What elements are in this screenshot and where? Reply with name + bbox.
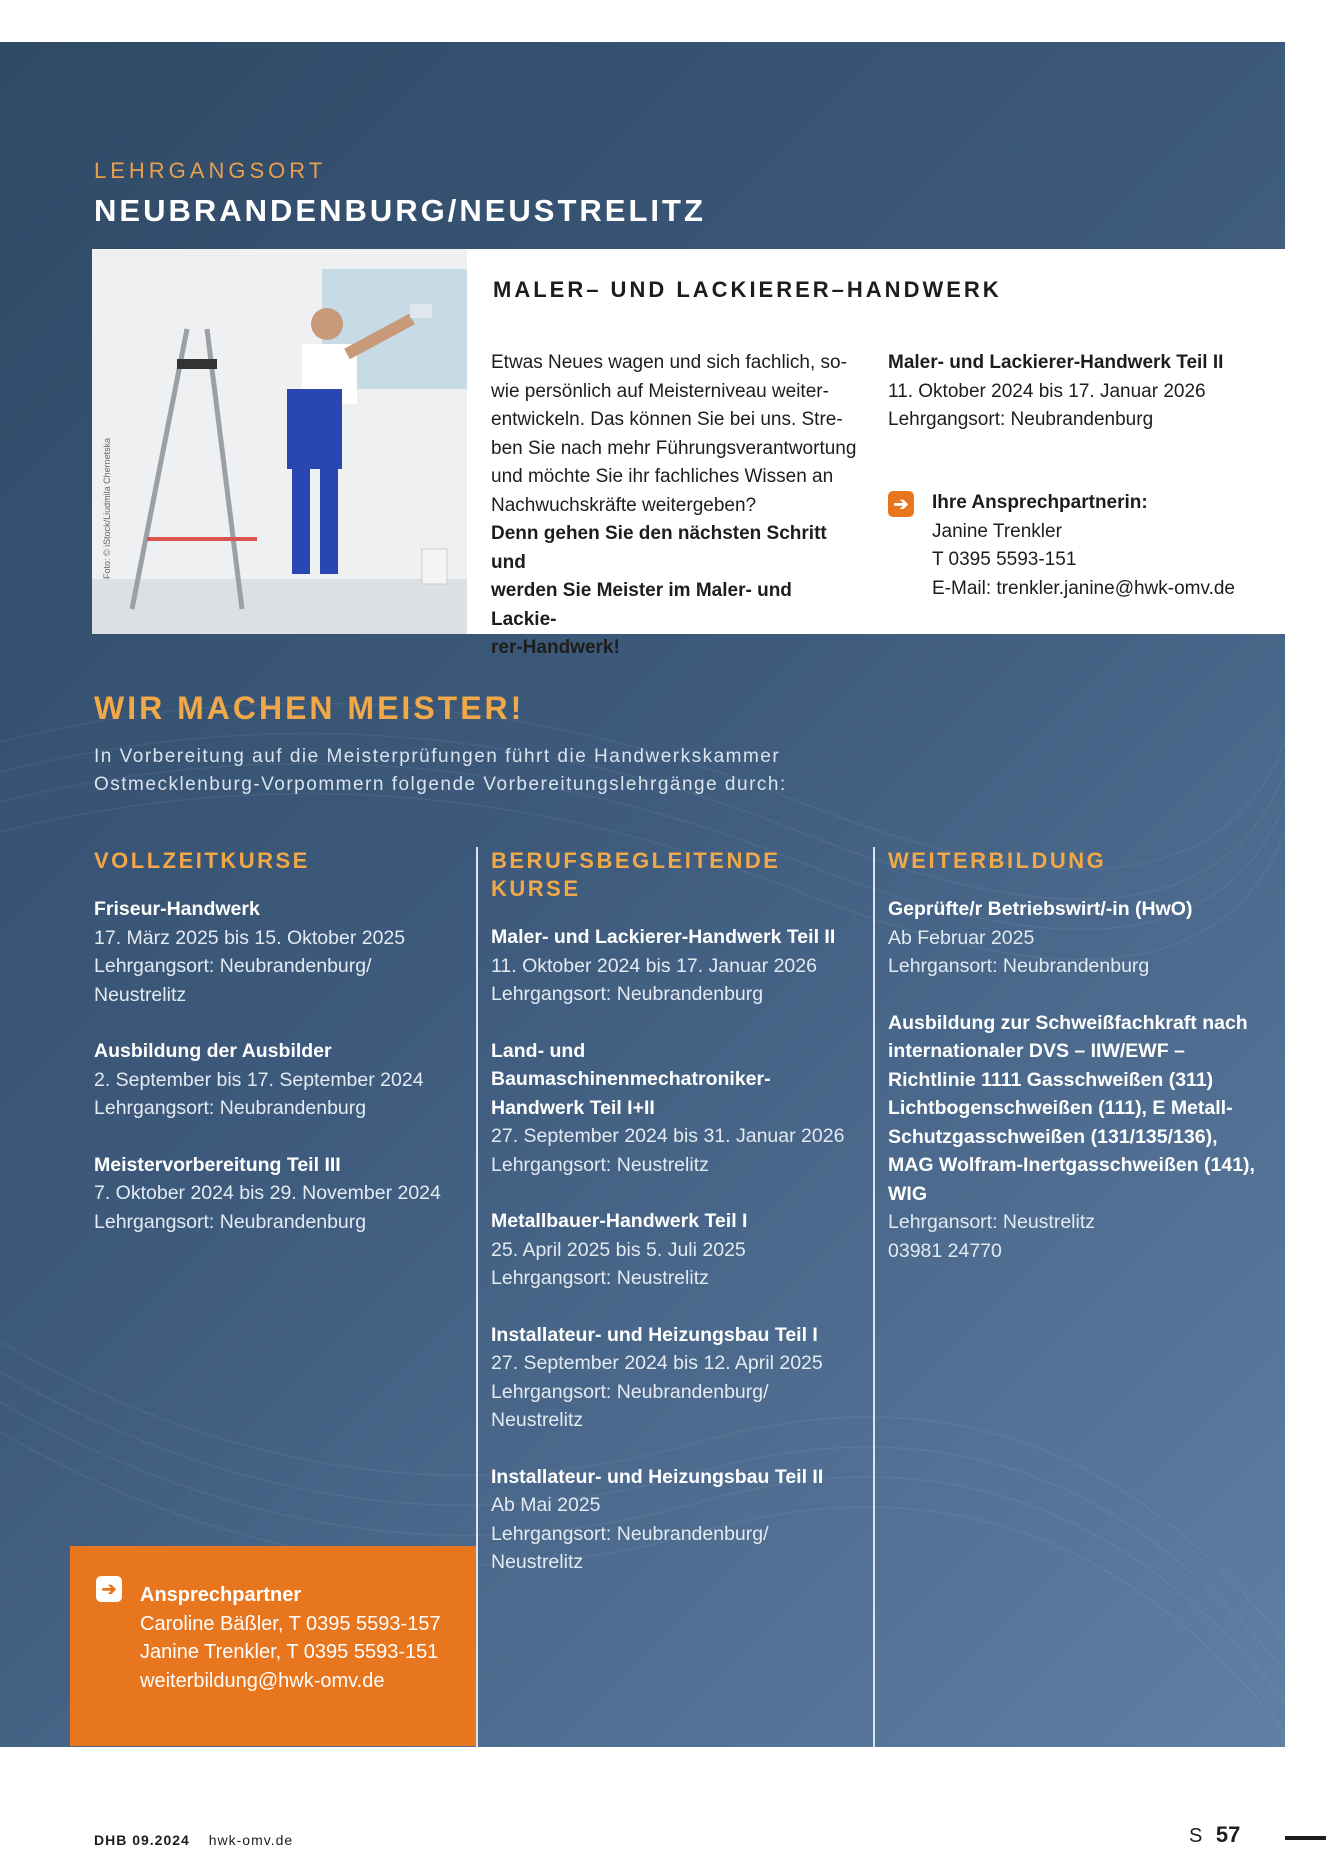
- course-item-line: 25. April 2025 bis 5. Juli 2025: [491, 1238, 746, 1261]
- arrow-box-icon: ➔: [96, 1576, 122, 1602]
- footer-bar: [1285, 1836, 1326, 1840]
- course-item-line: Lehrgangsort: Neubrandenburg/: [491, 1380, 769, 1403]
- course-item: [94, 1037, 454, 1123]
- column-weiterbildung: [888, 847, 1258, 1293]
- column-heading: VOLLZEITKURSE: [94, 848, 310, 873]
- feature-heading: MALER– UND LACKIERER–HANDWERK: [493, 277, 1002, 302]
- course-item-title: Friseur-Handwerk: [94, 898, 260, 920]
- course-item-line: Lehrgangsort: Neubrandenburg: [94, 1210, 367, 1233]
- course-item-title: Meistervorbereitung Teil III: [94, 1153, 341, 1176]
- page-prefix: S: [1189, 1825, 1205, 1847]
- course-item: [491, 1321, 861, 1435]
- contact-label: Ihre Ansprechpartnerin:: [932, 492, 1148, 513]
- contact-box-label: Ansprechpartner: [140, 1584, 302, 1606]
- course-item: [94, 895, 454, 1009]
- painter-photo: [92, 249, 467, 634]
- contact-box-line: Janine Trenkler, T 0395 5593-151: [140, 1641, 439, 1663]
- intro-line: entwickeln. Das können Sie bei uns. Stre-: [491, 409, 843, 430]
- course-item: [888, 895, 1258, 981]
- course-date: 11. Oktober 2024 bis 17. Januar 2026: [888, 380, 1206, 402]
- intro-bold-line: Denn gehen Sie den nächsten Schritt und: [491, 523, 827, 573]
- photo-credit: Foto: © iStock/Liudmila Chernetska: [102, 437, 112, 579]
- column-divider: [873, 847, 875, 1747]
- footer-issue: DHB 09.2024: [94, 1832, 190, 1848]
- meister-subtitle-line: Ostmecklenburg-Vorpommern folgende Vorbereitungslehrgänge durch:: [94, 774, 787, 795]
- course-item: [491, 1037, 861, 1180]
- course-item-title: Maler- und Lackierer-Handwerk Teil II: [491, 926, 836, 948]
- contact-email[interactable]: E-Mail: trenkler.janine@hwk-omv.de: [932, 577, 1235, 599]
- course-item: [491, 1463, 861, 1577]
- column-heading: WEITERBILDUNG: [888, 848, 1107, 873]
- course-item-line: Lehrgangsort: Neubrandenburg/: [94, 955, 372, 977]
- intro-line: ben Sie nach mehr Führungsverantwortung: [491, 437, 857, 459]
- course-item-title: Installateur- und Heizungsbau Teil I: [491, 1323, 818, 1346]
- location-title: NEUBRANDENBURG/NEUSTRELITZ: [94, 193, 706, 228]
- course-item-line: Lehrgansort: Neubrandenburg: [888, 955, 1150, 977]
- course-item-line: Ab Februar 2025: [888, 926, 1035, 949]
- course-item-line: Ab Mai 2025: [491, 1494, 601, 1516]
- feature-box: [467, 249, 1285, 658]
- footer-website[interactable]: hwk-omv.de: [208, 1832, 294, 1848]
- footer: [94, 1832, 293, 1848]
- course-item-line: Lehrgangsort: Neustrelitz: [491, 1267, 709, 1289]
- contact-box-email[interactable]: weiterbildung@hwk-omv.de: [140, 1669, 385, 1692]
- contact-phone: T 0395 5593-151: [932, 549, 1077, 570]
- painter-illustration: [92, 249, 467, 634]
- meister-heading: WIR MACHEN MEISTER!: [94, 690, 525, 726]
- contact-box-line: Caroline Bäßler, T 0395 5593-157: [140, 1612, 441, 1635]
- intro-bold-line: werden Sie Meister im Maler- und Lackie-: [491, 580, 792, 630]
- course-item-line: Lehrgansort: Neustrelitz: [888, 1211, 1096, 1233]
- column-vollzeit: [94, 847, 454, 1264]
- contact-name: Janine Trenkler: [932, 520, 1062, 542]
- course-item: [888, 1009, 1258, 1266]
- course-item-line: 03981 24770: [888, 1239, 1002, 1262]
- course-item-line: Lehrgangsort: Neubrandenburg: [491, 983, 764, 1005]
- intro-line: wie persönlich auf Meisterniveau weiter-: [491, 380, 829, 402]
- course-item-line: 27. September 2024 bis 12. April 2025: [491, 1352, 823, 1374]
- intro-line: Etwas Neues wagen und sich fachlich, so-: [491, 352, 847, 373]
- meister-subtitle: [94, 743, 894, 799]
- intro-line: Nachwuchskräfte weitergeben?: [491, 494, 757, 516]
- course-item-line: Neustrelitz: [94, 983, 187, 1006]
- arrow-box-icon: ➔: [888, 491, 914, 517]
- intro-line: und möchte Sie ihr fachliches Wissen an: [491, 466, 834, 487]
- column-berufsbegleitend: [491, 847, 861, 1605]
- course-item: [491, 923, 861, 1009]
- course-item-title: Ausbildung der Ausbilder: [94, 1040, 332, 1062]
- course-item-line: 2. September bis 17. September 2024: [94, 1068, 424, 1091]
- course-item-title: Land- und Baumaschinenmechatroniker-Handwerk Teil I+II: [491, 1039, 771, 1119]
- course-item-title: Installateur- und Heizungsbau Teil II: [491, 1465, 824, 1488]
- course-item-line: Lehrgangsort: Neubrandenburg/: [491, 1522, 769, 1545]
- course-item-line: 7. Oktober 2024 bis 29. November 2024: [94, 1182, 441, 1204]
- course-item-line: Lehrgangsort: Neustrelitz: [491, 1153, 709, 1176]
- column-divider: [476, 847, 478, 1747]
- course-item-line: 27. September 2024 bis 31. Januar 2026: [491, 1125, 845, 1147]
- feature-contact: [888, 489, 1278, 603]
- course-item-line: Neustrelitz: [491, 1551, 584, 1573]
- course-item: [94, 1151, 454, 1237]
- course-item-line: 11. Oktober 2024 bis 17. Januar 2026: [491, 954, 817, 977]
- page-number-value: 57: [1215, 1822, 1241, 1847]
- course-item-title: Ausbildung zur Schweißfachkraft nach internationaler DVS – IIW/EWF – Richtlinie 1111 Gasschweißen (311) Lichtbogenschweißen (111), E Metall-Schutzgasschweißen (131/135/136), MAG Wolfram-Inertgasschweißen (141), WIG: [888, 1011, 1255, 1205]
- page-number: [1189, 1822, 1240, 1848]
- course-item: [491, 1207, 861, 1293]
- course-item-line: Neustrelitz: [491, 1409, 584, 1431]
- course-item-title: Metallbauer-Handwerk Teil I: [491, 1210, 748, 1232]
- column-heading: BERUFSBEGLEITENDE KURSE: [491, 848, 781, 901]
- course-item-line: Lehrgangsort: Neubrandenburg: [94, 1097, 367, 1119]
- intro-bold-line: rer-Handwerk!: [491, 637, 620, 658]
- course-item-line: 17. März 2025 bis 15. Oktober 2025: [94, 926, 406, 949]
- meister-subtitle-line: In Vorbereitung auf die Meisterprüfungen führt die Handwerkskammer: [94, 746, 781, 767]
- feature-intro: [491, 349, 861, 663]
- feature-course: [888, 349, 1268, 435]
- course-place: Lehrgangsort: Neubrandenburg: [888, 409, 1154, 430]
- course-title: Maler- und Lackierer-Handwerk Teil II: [888, 352, 1224, 373]
- course-item-title: Geprüfte/r Betriebswirt/-in (HwO): [888, 898, 1193, 920]
- contact-box: [70, 1546, 476, 1746]
- location-subheading: LEHRGANGSORT: [94, 158, 327, 183]
